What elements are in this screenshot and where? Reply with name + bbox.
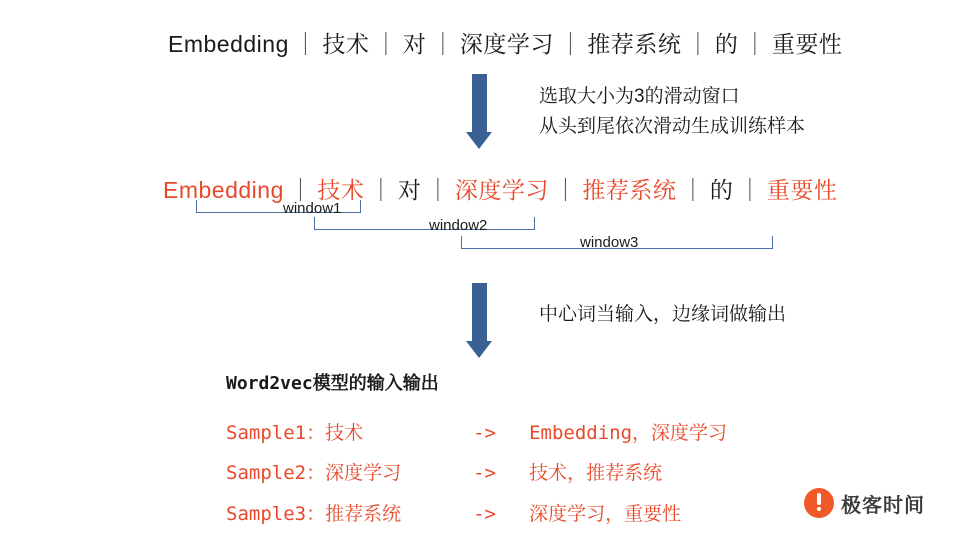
token-separator: ｜ (553, 177, 578, 203)
sample-arrow-icon: -> (473, 422, 496, 444)
annotation-line: 选取大小为3的滑动窗口 (539, 86, 740, 107)
window-label-3: window3 (580, 234, 639, 251)
token: 的 (709, 177, 734, 203)
token-separator: ｜ (558, 31, 583, 57)
token: Embedding (163, 177, 284, 203)
token: 对 (397, 177, 422, 203)
sample-row (226, 499, 681, 526)
window-bracket-2 (314, 217, 535, 230)
sample-label: Sample2： (226, 462, 326, 484)
exclamation-circle-icon (804, 488, 834, 518)
token-separator: ｜ (369, 177, 393, 203)
arrow-head (466, 341, 492, 358)
annotation-center-word: 中心词当输入，边缘词做输出 (539, 304, 787, 325)
top-sentence (168, 26, 842, 59)
arrow-shaft (472, 74, 487, 132)
token-separator: ｜ (426, 177, 450, 203)
token-separator: ｜ (374, 31, 398, 57)
sample-label: Sample3： (226, 503, 326, 525)
token-separator: ｜ (431, 31, 455, 57)
sample-arrow-icon: -> (473, 462, 496, 484)
token: 技术 (317, 177, 365, 203)
token-separator: ｜ (681, 177, 705, 203)
token-separator: ｜ (743, 31, 767, 57)
sample-label: Sample1： (226, 422, 326, 444)
down-arrow-icon (466, 283, 492, 358)
sample-input: 推荐系统 (325, 503, 402, 525)
token: 技术 (322, 31, 370, 57)
annotation-sliding-window (539, 82, 805, 142)
arrow-head (466, 132, 492, 149)
sample-input: 深度学习 (325, 462, 402, 484)
token: Embedding (168, 31, 289, 57)
sample-row (226, 418, 727, 445)
brand-logo-text: 极客时间 (841, 494, 925, 517)
token: 对 (402, 31, 427, 57)
down-arrow-icon (466, 74, 492, 149)
annotation-line: 从头到尾依次滑动生成训练样本 (539, 116, 806, 137)
sample-arrow-icon: -> (473, 503, 496, 525)
sample-output: Embedding，深度学习 (529, 422, 728, 444)
brand-logo (804, 488, 925, 518)
sample-row (226, 458, 662, 485)
window-label-1: window1 (283, 200, 342, 217)
token: 重要性 (771, 31, 843, 57)
token: 推荐系统 (582, 177, 677, 203)
token: 的 (714, 31, 739, 57)
token-separator: ｜ (686, 31, 710, 57)
io-block-title: Word2vec模型的输入输出 (226, 373, 439, 394)
token-separator: ｜ (293, 31, 318, 57)
arrow-shaft (472, 283, 487, 341)
window-label-2: window2 (429, 217, 488, 234)
token: 深度学习 (454, 177, 549, 203)
token-separator: ｜ (738, 177, 762, 203)
sample-output: 深度学习，重要性 (529, 503, 682, 525)
token: 深度学习 (459, 31, 554, 57)
token-separator: ｜ (288, 177, 313, 203)
token: 推荐系统 (587, 31, 682, 57)
sample-output: 技术，推荐系统 (529, 462, 663, 484)
token: 重要性 (766, 177, 838, 203)
sample-input: 技术 (325, 422, 364, 444)
